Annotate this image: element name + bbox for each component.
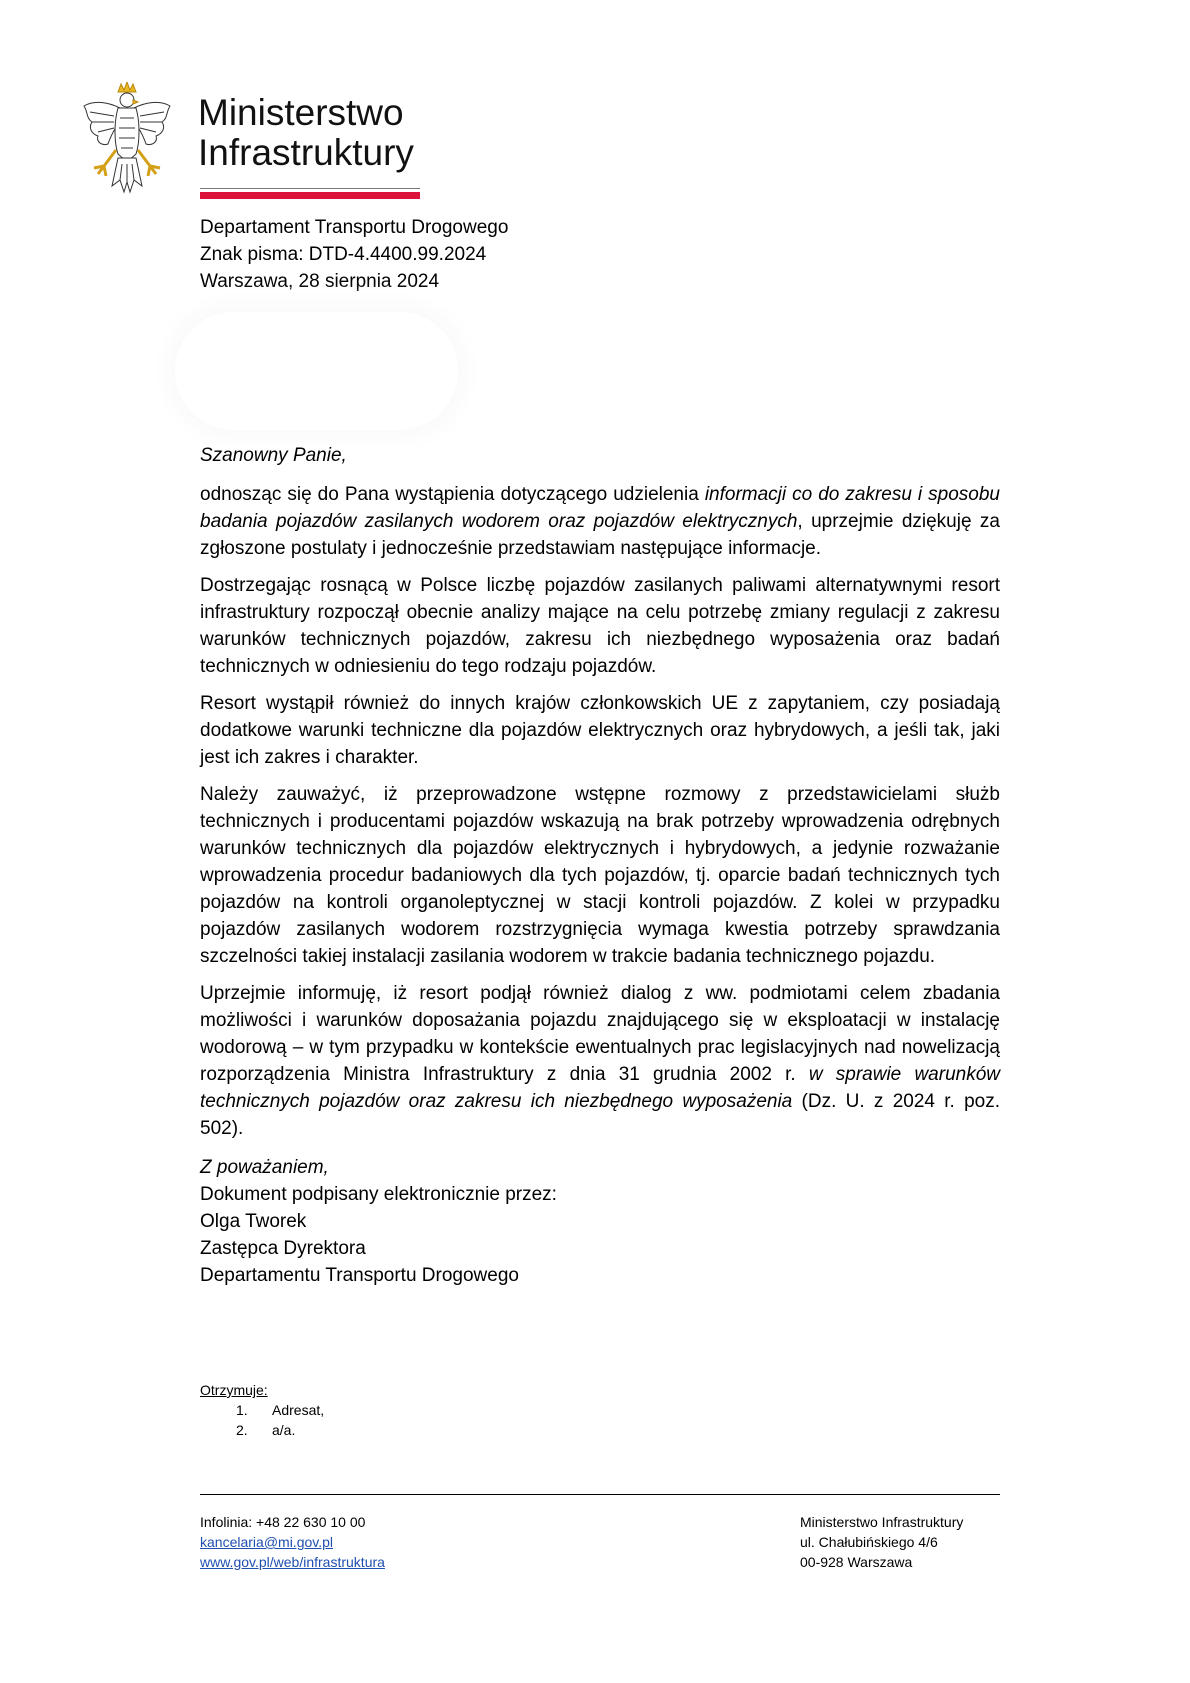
recipients-title: Otrzymuje: xyxy=(200,1382,268,1398)
signer-position: Zastępca Dyrektora xyxy=(200,1238,366,1259)
paragraph-3: Resort wystąpił również do innych krajów członkowskich UE z zapytaniem, czy posiadają dodatkowe warunki techniczne dla pojazdów elektrycznych oraz hybrydowych, a jeśli tak, jaki jest ich zakres i charakter. xyxy=(200,693,1000,768)
paragraph-5: Uprzejmie informuję, iż resort podjął również dialog z ww. podmiotami celem zbadania możliwości i warunków doposażania pojazdu znajdującego się w eksploatacji w instalację wodorową – w tym przypadku w kontekście ewentualnych prac legislacyjnych nad nowelizacją rozporządzenia Ministra Infrastruktury z dnia 31 grudnia 2002 r. w sprawie warunków technicznych pojazdów oraz zakresu ich niezbędnego wyposażenia (Dz. U. z 2024 r. poz. 502). xyxy=(200,983,1000,1139)
footer-contact xyxy=(200,1512,385,1572)
recipients xyxy=(200,1380,324,1440)
letter-body xyxy=(200,442,1000,1289)
signed-by: Dokument podpisany elektronicznie przez: xyxy=(200,1184,557,1205)
org-name: Ministerstwo Infrastruktury xyxy=(800,1514,964,1530)
paragraph-1: odnosząc się do Pana wystąpienia dotyczącego udzielenia informacji co do zakresu i sposobu badania pojazdów zasilanych wodorem oraz pojazdów elektrycznych, uprzejmie dziękuję za zgłoszone postulaty i jednocześnie przedstawiam następujące informacje. xyxy=(200,484,1000,559)
greeting: Szanowny Panie, xyxy=(200,445,347,466)
polish-eagle-emblem-icon xyxy=(80,82,174,200)
letter-meta xyxy=(200,214,508,295)
footer-address xyxy=(800,1512,963,1572)
place-date: Warszawa, 28 sierpnia 2024 xyxy=(200,271,440,292)
email-link[interactable]: kancelaria@mi.gov.pl xyxy=(200,1534,334,1550)
street-address: ul. Chałubińskiego 4/6 xyxy=(800,1534,938,1550)
paragraph-4: Należy zauważyć, iż przeprowadzone wstępne rozmowy z przedstawicielami służb technicznych i producentami pojazdów wskazują na brak potrzeby wprowadzenia odrębnych warunków technicznych dla pojazdów elektrycznych i hybrydowych, a jedynie rozważanie wprowadzenia procedur badaniowych dla tych pojazdów, tj. oparcie badań technicznych tych pojazdów na kontroli organoleptycznej w stacji kontroli pojazdów. Z kolei w przypadku pojazdów zasilanych wodorem rozstrzygnięcia wymaga kwestia potrzeby sprawdzania szczelności takiej instalacji zasilania wodorem w trakcie badania technicznego pojazdu. xyxy=(200,784,1000,967)
paragraph-2: Dostrzegając rosnącą w Polsce liczbę pojazdów zasilanych paliwami alternatywnymi resort infrastruktury rozpoczął obecnie analizy mające na celu potrzebę zmiany regulacji z zakresu warunków technicznych pojazdów, zakresu ich niezbędnego wyposażenia oraz badań technicznych w odniesieniu do tego rodzaju pojazdów. xyxy=(200,575,1000,677)
ministry-name-line2: Infrastruktury xyxy=(198,132,414,173)
redacted-address-block xyxy=(175,312,458,430)
list-item: 2. a/a. xyxy=(236,1422,296,1438)
footer-divider xyxy=(200,1494,1000,1495)
closing: Z poważaniem, xyxy=(200,1157,329,1178)
signer-name: Olga Tworek xyxy=(200,1211,307,1232)
website-link[interactable]: www.gov.pl/web/infrastruktura xyxy=(200,1554,385,1570)
list-item: 1. Adresat, xyxy=(236,1402,325,1418)
department-name: Departament Transportu Drogowego xyxy=(200,217,509,238)
reference-number: Znak pisma: DTD-4.4400.99.2024 xyxy=(200,244,487,265)
signature-block xyxy=(200,1154,1000,1289)
ministry-name xyxy=(198,93,414,173)
ministry-name-line1: Ministerstwo xyxy=(198,92,404,133)
signer-department: Departamentu Transportu Drogowego xyxy=(200,1265,519,1286)
city-address: 00-928 Warszawa xyxy=(800,1554,913,1570)
phone-text: Infolinia: +48 22 630 10 00 xyxy=(200,1514,366,1530)
flag-divider xyxy=(200,188,420,199)
